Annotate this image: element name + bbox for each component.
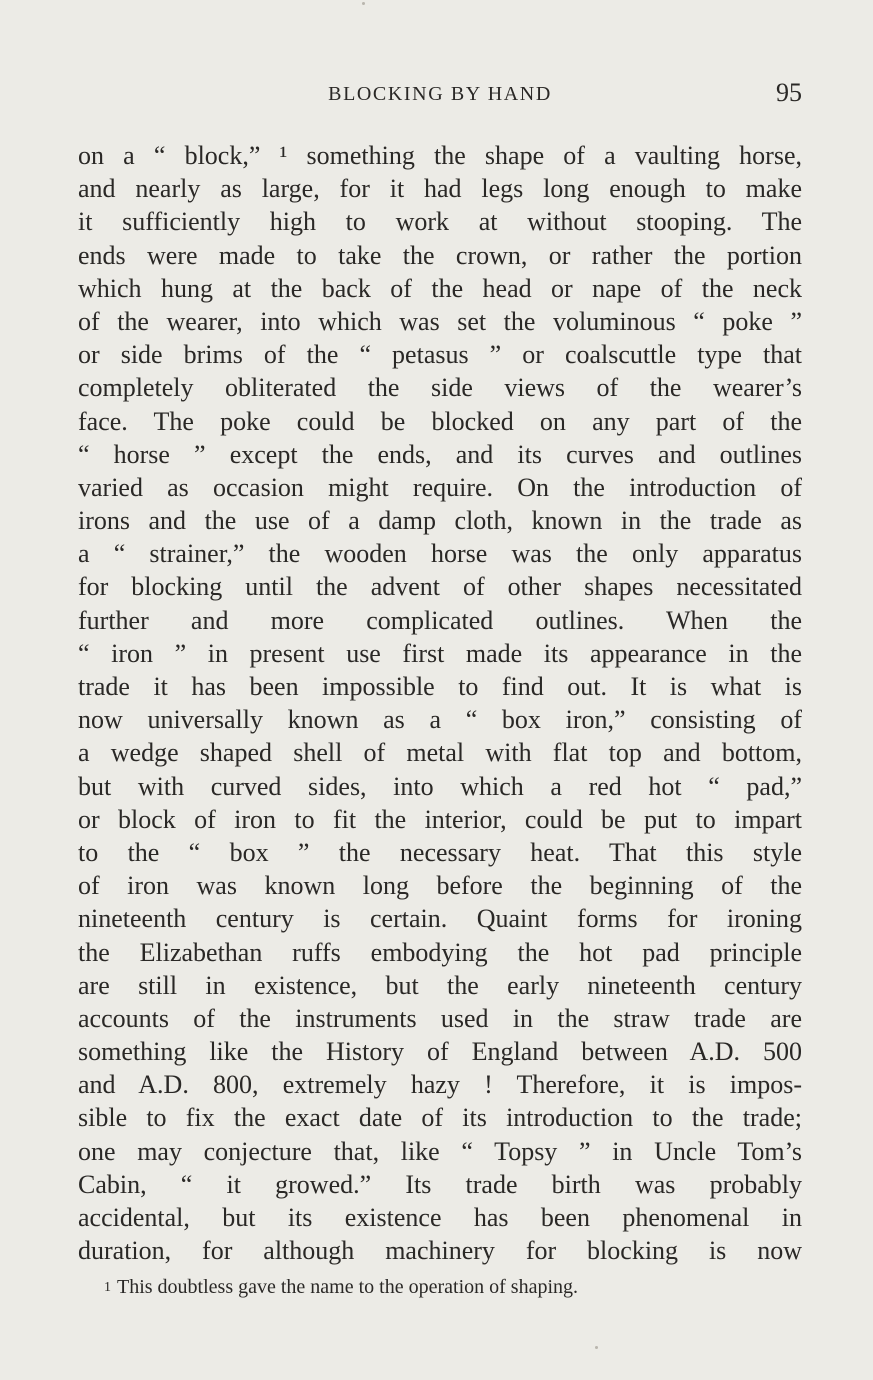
- footnote-text: This doubtless gave the name to the operation of shaping.: [117, 1276, 579, 1298]
- text-line: the Elizabethan ruffs embodying the hot pad principle: [78, 937, 802, 967]
- text-line: it sufficiently high to work at without stooping. The: [78, 207, 802, 237]
- text-line: Cabin, “ it growed.” Its trade birth was probably: [78, 1169, 802, 1199]
- text-line: on a “ block,” ¹ something the shape of a vaulting horse,: [78, 141, 802, 170]
- text-line: something like the History of England between A.D. 500: [78, 1037, 802, 1067]
- text-line: of iron was known long before the beginning of the: [78, 871, 802, 901]
- text-line: ends were made to take the crown, or rather the portion: [78, 240, 802, 270]
- text-line: a wedge shaped shell of metal with flat top and bottom,: [78, 738, 802, 768]
- text-line: further and more complicated outlines. When the: [78, 605, 802, 635]
- footnote-marker: 1: [104, 1280, 111, 1295]
- text-line: varied as occasion might require. On the introduction of: [78, 472, 802, 502]
- text-line: “ iron ” in present use first made its appearance in the: [78, 638, 802, 668]
- running-title: BLOCKING BY HAND: [328, 83, 552, 105]
- text-line: are still in existence, but the early nineteenth century: [78, 970, 802, 1000]
- running-head: [78, 80, 802, 110]
- text-line: and A.D. 800, extremely hazy ! Therefore, it is impos-: [78, 1070, 802, 1100]
- text-line: or side brims of the “ petasus ” or coalscuttle type that: [78, 340, 802, 370]
- text-line: one may conjecture that, like “ Topsy ” in Uncle Tom’s: [78, 1136, 802, 1166]
- text-line: now universally known as a “ box iron,” consisting of: [78, 705, 802, 735]
- text-line: duration, for although machinery for blocking is now: [78, 1236, 802, 1266]
- paper-speck: [595, 1346, 598, 1349]
- text-line: face. The poke could be blocked on any part of the: [78, 406, 802, 436]
- text-line: irons and the use of a damp cloth, known in the trade as: [78, 506, 802, 536]
- footnote: [104, 1276, 578, 1299]
- paper-speck: [362, 2, 365, 5]
- text-line: “ horse ” except the ends, and its curves and outlines: [78, 439, 802, 469]
- body-text: [78, 139, 802, 1267]
- text-line: sible to fix the exact date of its introduction to the trade;: [78, 1103, 802, 1133]
- text-line: but with curved sides, into which a red hot “ pad,”: [78, 771, 802, 801]
- text-line: for blocking until the advent of other shapes necessitated: [78, 572, 802, 602]
- text-line: or block of iron to fit the interior, could be put to impart: [78, 804, 802, 834]
- text-line: which hung at the back of the head or nape of the neck: [78, 273, 802, 303]
- text-line: nineteenth century is certain. Quaint forms for ironing: [78, 904, 802, 934]
- text-line: a “ strainer,” the wooden horse was the only apparatus: [78, 539, 802, 569]
- text-line: trade it has been impossible to find out. It is what is: [78, 672, 802, 701]
- text-line: accounts of the instruments used in the straw trade are: [78, 1003, 802, 1033]
- page-number: 95: [776, 78, 802, 107]
- text-line: completely obliterated the side views of the wearer’s: [78, 373, 802, 403]
- text-line: of the wearer, into which was set the voluminous “ poke ”: [78, 306, 802, 336]
- text-line: and nearly as large, for it had legs long enough to make: [78, 174, 802, 204]
- text-line: accidental, but its existence has been phenomenal in: [78, 1203, 802, 1232]
- text-line: to the “ box ” the necessary heat. That this style: [78, 837, 802, 867]
